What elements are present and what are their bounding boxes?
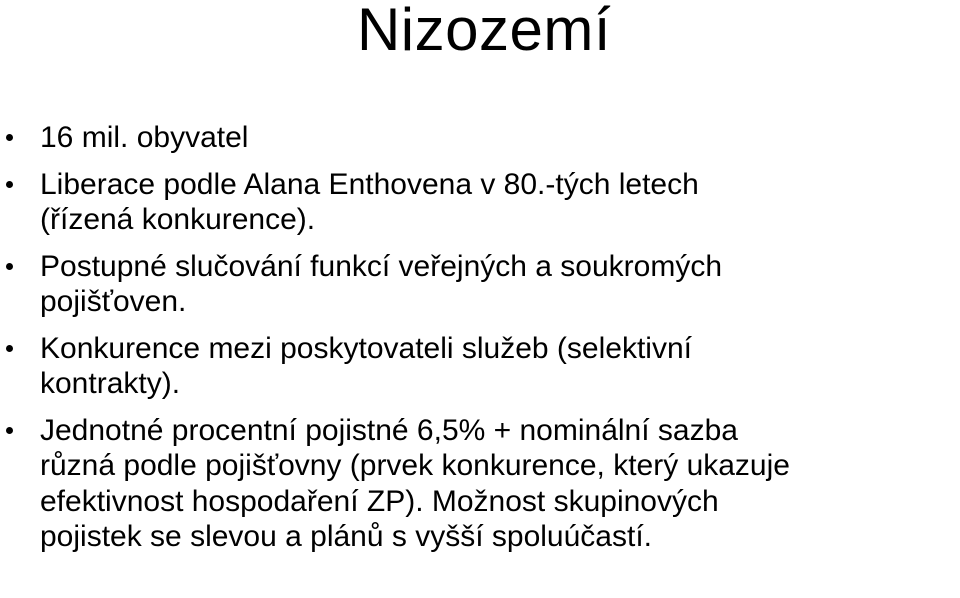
bullet-line: Postupné slučování funkcí veřejných a soukromých (40, 249, 723, 283)
bullet-item-merging (0, 249, 960, 320)
slide-title (0, 0, 960, 63)
bullet-line: kontrakty). (40, 367, 181, 400)
bullet-item-population (0, 120, 960, 156)
bullet-list (0, 120, 960, 566)
bullet-dot-icon (6, 427, 13, 434)
bullet-line: (řízená konkurence). (40, 203, 316, 236)
bullet-line: pojišťoven. (40, 285, 187, 318)
bullet-line: 16 mil. obyvatel (40, 121, 249, 154)
bullet-item-premium (0, 413, 960, 555)
bullet-line: Konkurence mezi poskytovateli služeb (selektivní (40, 331, 692, 365)
bullet-dot-icon (6, 345, 13, 352)
bullet-line: Liberace podle Alana Enthovena v 80.-tých letech (40, 167, 699, 201)
bullet-dot-icon (6, 181, 13, 188)
bullet-line: Jednotné procentní pojistné 6,5% + nominální sazba (40, 413, 738, 447)
bullet-dot-icon (6, 263, 13, 270)
bullet-line: pojistek se slevou a plánů s vyšší spoluúčastí. (40, 520, 652, 553)
bullet-line: efektivnost hospodaření ZP). Možnost skupinových (40, 484, 719, 518)
bullet-item-liberalization (0, 167, 960, 238)
bullet-item-competition (0, 331, 960, 402)
bullet-line: různá podle pojišťovny (prvek konkurence, který ukazuje (40, 449, 790, 482)
bullet-dot-icon (6, 134, 13, 141)
slide-title-text: Nizozemí (356, 0, 612, 63)
